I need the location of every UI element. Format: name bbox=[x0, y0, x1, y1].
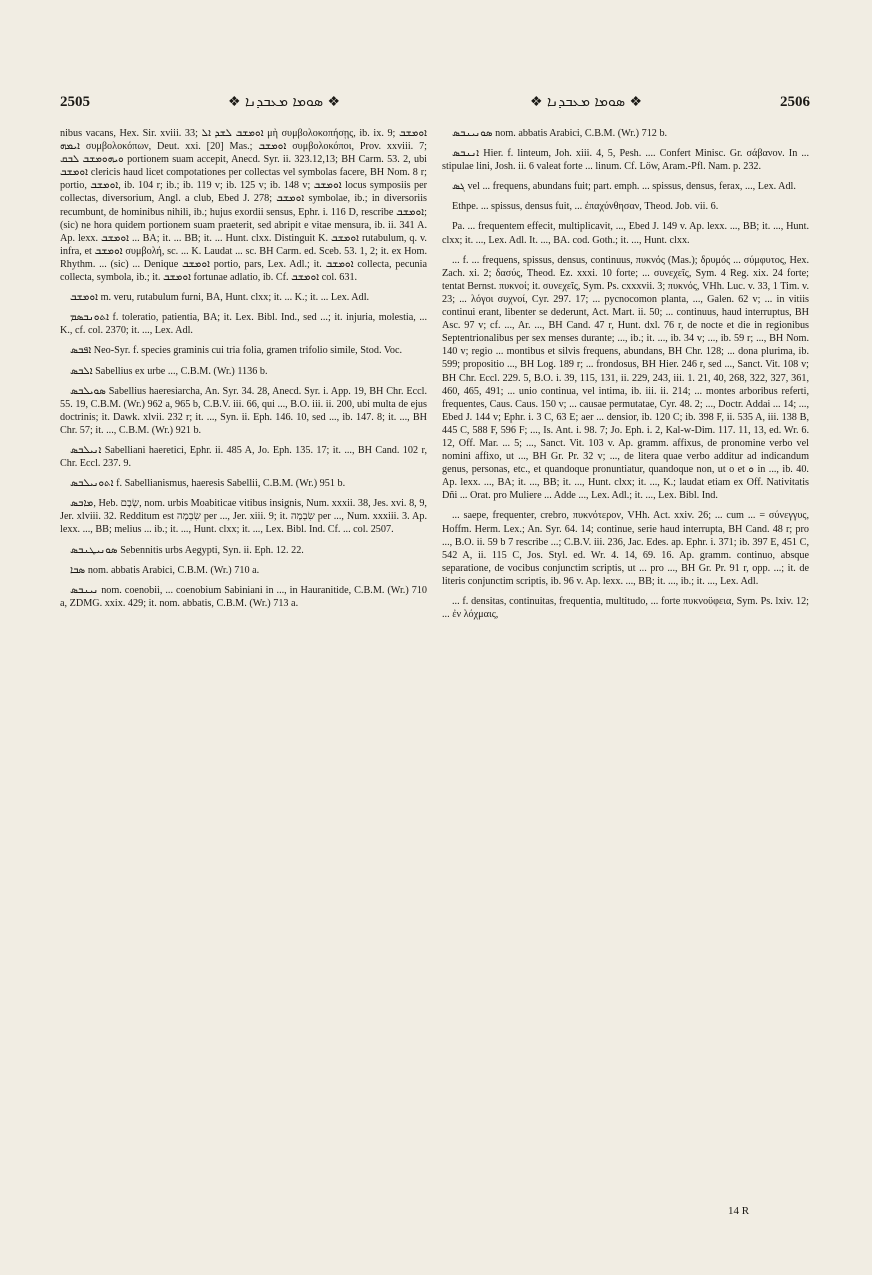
right-running-headword: ❖ ܣܘܡܐ ܡܥܒܕܢܐ ❖ bbox=[530, 94, 643, 110]
entry-paragraph: Ethpe. ... spissus, densus fuit, ... ἐπαχύνθησαν, Theod. Job. vii. 6. bbox=[452, 201, 719, 213]
entry-paragraph: ܡܐܒܣ, Heb. שְׂבָם, nom. urbis Moabiticae vitibus insignis, Num. xxxii. 38, Jes. xvi. 8, 9, Jer. xlviii. 32. Redditum est שִׂבְמָה per ..., Jer. xiii. 9; it. שִׂבְמָה per ..., Num. xxxiii. 3. Ap. lexx. ..., BB; melius ... ib.; it. ..., Hunt. clxx; it. ..., Lex. Bibl. Ind. Cf. ... col. 2507. bbox=[60, 498, 427, 536]
entry-paragraph: ... saepe, frequenter, crebro, πυκνότερον, VHh. Act. xxiv. 26; ... cum ... = σύνεγγυς, Hoffm. Herm. Lex.; An. Syr. 64. 14; continue, serie haud interrupta, BH Cand. 48 r; pro ..., B.O. ii. 59 b 7 rescribe ...; C.B.V. iii. 236, Jac. Edes. ap. Ephr. i. 371; ib. 397 E, 451 C, 542 A, ii. 115 C, Jos. Styl. ed. Wr. 4. 14, 69. 16. Ap. gramm. continuo, absque separatione, de vocibus conjunctim scriptis, ut ... pro ..., BH Gr. Pr. 91 r, opp. ...; it. de literis conjunctim scriptis, ib. 96 v. Ap. lexx. ..., BB; it. ..., ib.; it. ..., Lex. Adl. bbox=[442, 510, 809, 587]
entry-paragraph: ܣܒܐ nom. abbatis Arabici, C.B.M. (Wr.) 710 a. bbox=[70, 564, 260, 576]
right-column bbox=[442, 127, 809, 1202]
entry-paragraph: ... f. ... frequens, spissus, densus, continuus, πυκνός (Mas.); δρυμός ... σύμφυτος, Hex. Zach. xi. 2; δασύς, Theod. Ez. xxxi. 10 forte; ... συνεχεῖς, Sym. 4 Reg. xix. 24 forte; tentat Bernst. πυκνοί; it. συνεχεῖς, Sym. Ps. cxxxvii. 3; πυκνός, VHh. Luc. v. 33, 1 Tim. v. 23; ... λόγοι συχνοί, Cyr. 297. 17; ... pycnocomon planta, ..., Galen. 62 v; ... in vitiis continui erant, libenter se dederunt, Act. Mart. ii. 50; ... continuus, haud interruptus, BH Asc. 97 v; cf. ..., Ar. ..., BH Cand. 47 r, Hunt. dxl. 76 r, de nocte et die in regionibus Septentrionalibus per sex menses durante; ..., ib.; it. ..., ib. 34 v; ..., ib. 59 r; ..., BH Nom. 140 v; regio ... montibus et silvis frequens, abundans, BH Chr. 128; ... dona plurima, ib. 599; propositio ..., BH Log. 189 r; ... frondosus, BH Hier. 246 r, sed ..., Sanct. Vit. 108 v; BH Chr. Eccl. 229. 5, B.O. i. 39, 115, 131, ii. 229, 243, iii. 1. 21, 40, 268, 322, 327, 361, 460, 465, 491; ... unio continua, vel intima, ib. iii. ii. 214; ... montes arboribus referti, frequentes, Caus. Caus. 150 v; ... causae permutatae, Cyr. 48. 2; ..., Doctr. Addai ... 14; ..., Ebed J. 144 v; Ephr. i. 3 C, 63 E; aer ... densior, ib. 120 C; ib. 398 F, ii. 535 A, iii. 138 B, 445 C, 588 F, 596 F; ..., Is. Ant. i. 98. 7; Jo. Eph. i. 2, Kal-w-Dim. 117. 11, 13, ed. Wr. 6. 12, Off. Mar. ... 5; ..., Sanct. Vit. 103 v. Ap. gramm. affixus, de pronomine verbo vel nomini affixo, ut ..., BH Gr. Pr. 32 v; ..., de litera quae verbo additur ad indicandum genus, personas, etc., et quandoque pronuntiatur, quandoque non, ut o et ܘ in ..., ib. 40. Ap. lexx. ..., BA; it. ..., BB; it. ..., Hunt. clxx; it. ..., K.; laudat etiam ex Off. Nativitatis Dñi ... Orat. pro Muliere ... Adde ..., Lex. Adl.; it. ..., Lex. Bibl. Ind. bbox=[442, 254, 809, 502]
entry-paragraph: ... f. densitas, continuitas, frequentia, multitudo, ... forte πυκνοϋφεια, Sym. Ps. lxiv. 12; ... ἐν λόχμαις, bbox=[442, 596, 809, 621]
running-head bbox=[60, 94, 810, 116]
entry-paragraph: ܓܣ vel ... frequens, abundans fuit; part. emph. ... spissus, densus, ferax, ..., Lex. Adl. bbox=[452, 181, 796, 193]
entry-paragraph: ܣܘܢܝܢܒܣ nom. abbatis Arabici, C.B.M. (Wr.) 712 b. bbox=[452, 128, 668, 139]
entry-paragraph: ܣܘܝܠܒܣ Sabellius haeresiarcha, An. Syr. 34. 28, Anecd. Syr. i. App. 19, BH Chr. Eccl. 55. 19, C.B.M. (Wr.) 962 a, 965 b, C.B.V. iii. 66, qui ..., B.O. iii. ii. 200, ubi multa de ejus doctrinis; it. Dawk. xlvii. 232 r; it. ..., Syn. ii. Eph. 146. 10, sed ..., ib. 147. 8; it. ..., BH Chr. 57; it. ..., C.B.M. (Wr.) 921 b. bbox=[60, 385, 427, 436]
right-page-number: 2506 bbox=[780, 94, 810, 110]
entry-paragraph: ܐܢܝܠܒܣ Sabelliani haeretici, Ephr. ii. 485 A, Jo. Eph. 135. 17; it. ..., BH Cand. 102 r, Chr. Eccl. 237. 9. bbox=[60, 444, 427, 470]
left-running-headword: ❖ ܣܘܡܐ ܡܥܒܕܢܐ ❖ bbox=[228, 94, 341, 110]
entry-paragraph: ܐܢܢܒܣ Hier. f. linteum, Joh. xiii. 4, 5, Pesh. .... Confert Minisc. Gr. σάβανον. In ... stipulae lini, Josh. ii. 6 valeat forte ... linum. Cf. Löw, Aram.-Pfl. Nam. p. 232. bbox=[442, 148, 809, 173]
left-column bbox=[60, 127, 427, 1202]
signature-mark: 14 R bbox=[728, 1205, 750, 1217]
entry-paragraph: ܐܬܘܢܝܠܒܣ f. Sabellianismus, haeresis Sabellii, C.B.M. (Wr.) 951 b. bbox=[70, 478, 346, 490]
entry-paragraph: ܐܬܘܢܒܣܡ f. toleratio, patientia, BA; it. Lex. Bibl. Ind., sed ...; it. injuria, molestia, ... K., cf. col. 2370; it. ..., Lex. Adl. bbox=[60, 312, 427, 337]
entry-paragraph: ܢܝܢܒܣ nom. coenobii, ... coenobium Sabiniani in ..., in Hauranitide, C.B.M. (Wr.) 710 a, ZDMG. xxix. 429; it. nom. abbatis, C.B.M. (Wr.) 713 a. bbox=[60, 584, 427, 609]
entry-paragraph: Pa. ... frequentem effecit, multiplicavit, ..., Ebed J. 149 v. Ap. lexx. ..., BB; it. ..., Hunt. clxx; it. ..., Lex. Adl. It. ..., BA. cod. Goth.; it. ..., Hunt. clxx. bbox=[442, 221, 809, 246]
entry-paragraph: ܐܠܒܣ Sabellius ex urbe ..., C.B.M. (Wr.) 1136 b. bbox=[70, 365, 268, 377]
entry-paragraph: ܐܦܒܣ Neo-Syr. f. species graminis cui tria folia, gramen trifolio simile, Stod. Voc. bbox=[70, 345, 403, 357]
entry-paragraph: ܣܘܢܝܛܢܒܣ Sebennitis urbs Aegypti, Syn. ii. Eph. 12. 22. bbox=[70, 544, 304, 556]
entry-paragraph: nibus vacans, Hex. Sir. xviii. 33; ܐܘܡܫܒ ܠܫܕ ܐܠ μὴ συμβολοκοπήσῃς, ib. ix. 9; ܐܘܡܫܒ ܐܝܡܗ συμβολοκόπων, Deut. xxi. [20] Mas.; ܐܘܡܫܒ συμβολοκόποι, Prov. xxviii. 7; ܘܝܗܘܡܫܒ ܠܒܩ portionem suam accepit, Anecd. Syr. ii. 323.12,13; BH Carm. 53. 2, ubi ܐܘܡܫܒ clericis haud licet compotationes per collectas vel symbolas facere, BH Nom. 8 r; portio, ܐܘܡܫܒ, ib. 104 r; ib.; ib. 119 v; ib. 125 v; ib. 148 v; ܐܘܡܫܒ locus symposiis per collectas, diversorium, Angl. a club, Ebed J. 278; ܐܘܡܫܒ symbolae, ib.; in diversoriis recumbunt, de hominibus nihili, ib.; hujus exordii sensus, Ephr. i. 116 D, rescribe ܐܘܡܫܒ; (sic) ne hora quidem portionem suam praeterit, sed abripit e vitae mensura, ib. ii. 341 A. Ap. lexx. ܐܘܡܫܒ ... BA; it. ... BB; it. ... Hunt. clxx. Distinguit K. ܐܘܡܫܒ rutabulum, q. v. infra, et ܐܘܡܫܒ συμβολή, sc. ... K. Laudat ... sc. BH Carm. ed. Sceb. 53. 1, 2; it. ex Hom. Rhythm. ... (sic) ... Denique ܐܘܡܫܒ portio, pars, Lex. Adl.; it. ܐܘܡܫܒ collecta, pecunia collecta, symbola, ib.; it. ܐܘܡܫܒ fortunae adlatio, ib. Cf. ܐܘܡܫܒ col. 631. bbox=[60, 128, 427, 284]
left-page-number: 2505 bbox=[60, 94, 90, 110]
entry-paragraph: ܐܘܡܫܒ m. veru, rutabulum furni, BA, Hunt. clxx; it. ... K.; it. ... Lex. Adl. bbox=[70, 292, 370, 304]
